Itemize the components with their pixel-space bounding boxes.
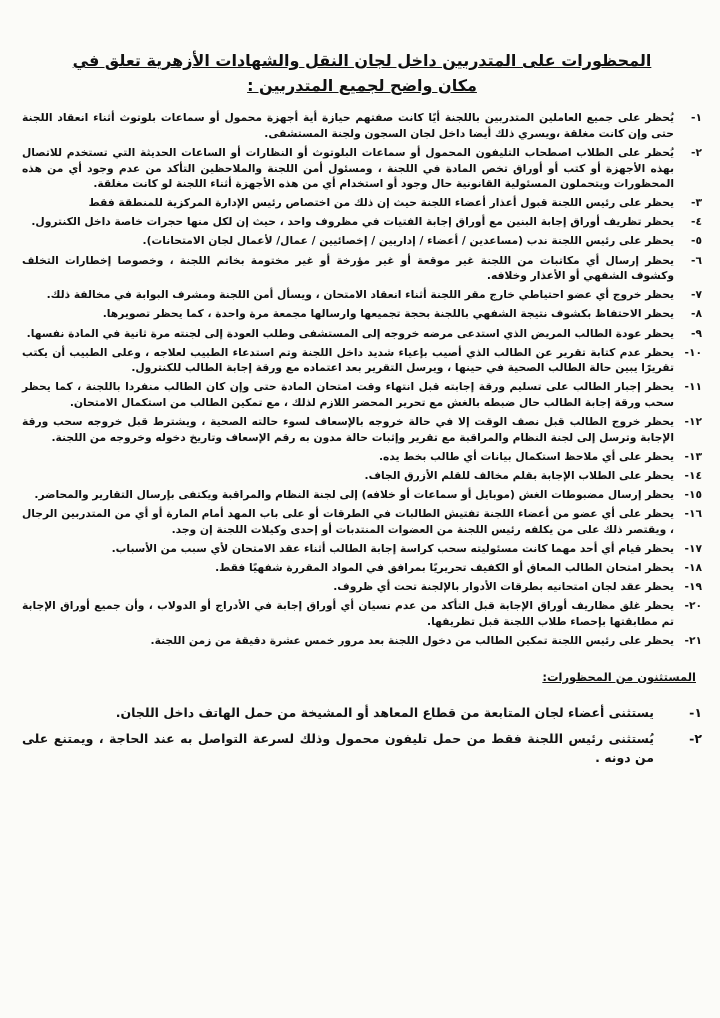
prohibition-item-number: ١٤- — [684, 469, 702, 483]
prohibition-item-text: يحظر الاحتفاظ بكشوف نتيجة الشفهي باللجنة بحجة تجميعها وارسالها مجمعة مرة واحدة ، كما يحظر تصويرها. — [102, 307, 674, 321]
prohibition-item-number: ١٨- — [684, 561, 702, 575]
prohibition-item-number: ٩- — [691, 326, 702, 340]
prohibition-item-text: يحظر خروج الطالب قبل نصف الوقت إلا في حالة خروجه بالإسعاف لسوء حالته الصحية ، ويشترط قبل خروجه سحب ورقة الإجابة وترسل إلى لجنة النظام والمراقبة مع تقرير وإثبات حالة مدون به رقم الإسعاف وتاريخ دخوله وخروجه من اللجنة. — [22, 415, 674, 444]
exception-item-text: يُستثنى رئيس اللجنة فقط من حمل تليفون محمول وذلك لسرعة التواصل به عند الحاجة ، ويمتنع على من دونه . — [22, 730, 654, 765]
prohibition-item-number: ٢٠- — [684, 599, 702, 613]
prohibition-item — [22, 468, 702, 484]
exceptions-heading: المستثنون من المحظورات: — [542, 669, 696, 684]
prohibition-item-number: ١٩- — [684, 580, 702, 594]
prohibition-item-text: يحظر غلق مظاريف أوراق الإجابة قبل التأكد من عدم نسيان أي أوراق إجابة في الأدراج أو الدولاب ، وأن جميع أوراق الإجابة تم مطابقتها بإحصاء طلاب اللجنة قبل تظريفها. — [22, 599, 674, 629]
prohibition-item-text: يحظر على رئيس اللجنة تمكين الطالب من دخول اللجنة بعد مرور خمس عشرة دقيقة من زمن اللجنة. — [150, 634, 674, 648]
prohibition-item — [22, 253, 702, 284]
prohibition-item — [22, 145, 702, 192]
prohibition-item — [22, 233, 702, 249]
prohibition-item-number: ١٠- — [684, 345, 702, 359]
prohibition-item-text: يحظر إجبار الطالب على تسليم ورقة إجابته قبل انتهاء وقت امتحان المادة حتى وإن كان الطالب منفردا باللجنة ، كما يحظر سحب ورقة إجابة الطالب حال ضبطه بالغش مع تحرير المحضر اللازم لذلك ، مع تمكين الطالب من استكمال الامتحان. — [22, 380, 674, 410]
prohibition-item — [22, 379, 702, 410]
prohibition-item-text: يحظر عودة الطالب المريض الذي استدعى مرضه خروجه إلى المستشفى وطلب العودة إلى لجنته مرة ثانية في المادة نفسها. — [26, 326, 674, 340]
document-title: المحظورات على المتدربين داخل لجان النقل والشهادات الأزهرية تعلق في مكان واضح لجميع المتدربين : — [72, 51, 652, 95]
prohibition-item-text: يحظر على أي ملاحظ استكمال بيانات أي طالب بخط يده. — [378, 450, 674, 464]
exception-item — [22, 729, 702, 767]
prohibition-item — [22, 110, 702, 141]
prohibition-item — [22, 487, 702, 503]
prohibition-item-number: ٢١- — [684, 634, 702, 648]
prohibition-item — [22, 449, 702, 465]
prohibition-item — [22, 326, 702, 342]
prohibition-item — [22, 195, 702, 211]
prohibition-item — [22, 633, 702, 649]
exceptions-section — [22, 669, 702, 767]
prohibition-item — [22, 560, 702, 576]
prohibitions-list — [22, 110, 702, 649]
prohibition-item-number: ٢- — [691, 145, 702, 159]
prohibition-item-number: ٤- — [691, 215, 702, 229]
prohibition-item-text: يحظر عدم كتابة تقرير عن الطالب الذي أصيب بإعياء شديد داخل اللجنة وتم استدعاء الطبيب لعلاجه ، وعلى الطبيب أن يكتب تقريرًا يبين حالة الطالب الصحية في حينها ، ويرسل التقرير بعد اعتماده مع ورقة إجابة الطالب للكنترول. — [22, 345, 674, 375]
prohibition-item-number: ١١- — [684, 380, 702, 394]
prohibition-item-text: يحظر خروج أي عضو احتياطي خارج مقر اللجنة أثناء انعقاد الامتحان ، ويسأل أمن اللجنة ومشرف البوابة في مخالفة ذلك. — [46, 288, 674, 302]
prohibition-item-text: يحظر إرسال مضبوطات الغش (موبايل أو سماعات أو خلافه) إلى لجنة النظام والمراقبة ويكتفى بإرسال التقارير والمحاضر. — [34, 488, 674, 502]
prohibition-item-text: يحظر عقد لجان امتحانيه بطرقات الأدوار بالإلجنة تحت أي ظروف. — [333, 580, 674, 594]
prohibition-item-number: ٨- — [691, 307, 702, 321]
prohibition-item-text: يحظر قيام أي أحد مهما كانت مسئوليته سحب كراسة إجابة الطالب أثناء عقد الامتحان لأي سبب من الأسباب. — [111, 542, 674, 556]
prohibition-item-text: يحظر على أي عضو من أعضاء اللجنة تفتيش الطالبات في الطرقات أو على باب المهد أمام المارة أو أي من المتدربين الرجال ، ويقتصر ذلك على من يكلفه رئيس اللجنة من العضوات المنتدبات أو إحدى وكيلات اللجنة إن وجد. — [22, 507, 674, 537]
prohibition-item-text: يحظر تظريف أوراق إجابة البنين مع أوراق إجابة الفتيات في مظروف واحد ، حيث إن لكل منها حجرات خاصة داخل الكنترول. — [31, 215, 674, 229]
prohibition-item — [22, 306, 702, 322]
prohibition-item — [22, 579, 702, 595]
prohibition-item — [22, 414, 702, 445]
prohibition-item-text: يحظر على الطلاب الإجابة بقلم مخالف للقلم الأزرق الجاف. — [364, 469, 674, 483]
prohibition-item-number: ١- — [691, 111, 702, 124]
prohibition-item-number: ٥- — [691, 234, 702, 248]
prohibition-item-number: ١٢- — [684, 415, 702, 429]
prohibition-item — [22, 541, 702, 557]
prohibition-item-number: ١٣- — [684, 450, 702, 464]
exception-item-number: ٢- — [689, 730, 702, 746]
prohibition-item — [22, 506, 702, 537]
exceptions-list — [22, 703, 702, 767]
prohibition-item-number: ١٦- — [684, 507, 702, 521]
prohibition-item — [22, 598, 702, 629]
prohibition-item — [22, 214, 702, 230]
exception-item — [22, 703, 702, 722]
prohibition-item-text: يُحظر على جميع العاملين المتدربين باللجنة أيًا كانت صفتهم حيازة أية أجهزة محمول أو سماعات بلوتوث أثناء انعقاد اللجنة حتى وإن كانت مغلقة ،ويسري ذلك أيضا داخل لجان السجون ولجنة المستشفى. — [22, 111, 674, 140]
exception-item-number: ١- — [689, 704, 702, 720]
prohibition-item-number: ٦- — [691, 253, 702, 267]
prohibition-item-text: يحظر امتحان الطالب المعاق أو الكفيف تحريريًا بمرافق في المواد المقررة شفهيًا فقط. — [215, 561, 674, 575]
prohibition-item-number: ٣- — [691, 196, 702, 210]
prohibition-item-number: ٧- — [691, 288, 702, 302]
exception-item-text: يستثنى أعضاء لجان المتابعة من قطاع المعاهد أو المشيخة من حمل الهاتف داخل اللجان. — [115, 704, 654, 720]
prohibition-item-text: يحظر على رئيس اللجنة قبول أعذار أعضاء اللجنة حيث إن ذلك من اختصاص رئيس الإدارة المركزية للمنطقة فقط — [88, 196, 674, 210]
prohibition-item — [22, 287, 702, 303]
prohibition-item-number: ١٥- — [684, 488, 702, 502]
prohibition-item-text: يحظر إرسال أي مكاتبات من اللجنة غير موقعة أو غير مؤرخة أو غير مختومة بخاتم اللجنة ، وخصوصا إخطارات التخلف وكشوف الشفهي أو الأعذار وخلافه. — [22, 253, 674, 283]
prohibition-item-text: يُحظر على الطلاب اصطحاب التليفون المحمول أو سماعات البلوتوث أو النظارات أو الساعات الحديثة التي تستخدم للاتصال بهذه الأجهزة أو كتب أو أوراق تخص المادة في اللجنة ، ومسئول أمن اللجنة والملاحظين التأكد من عدم وجود أي من هذه المحظورات ويتحملون المسئولية القانونية حال وجود أو استخدام أي من هذه الأجهزة أثناء اللجنة لو كانت مغلقة. — [22, 145, 674, 191]
prohibition-item-number: ١٧- — [684, 542, 702, 556]
prohibition-item-text: يحظر على رئيس اللجنة ندب (مساعدين / أعضاء / إداريين / إخصائيين / عمال/ لأعمال لجان الامتحانات). — [142, 234, 674, 248]
prohibition-item — [22, 345, 702, 376]
